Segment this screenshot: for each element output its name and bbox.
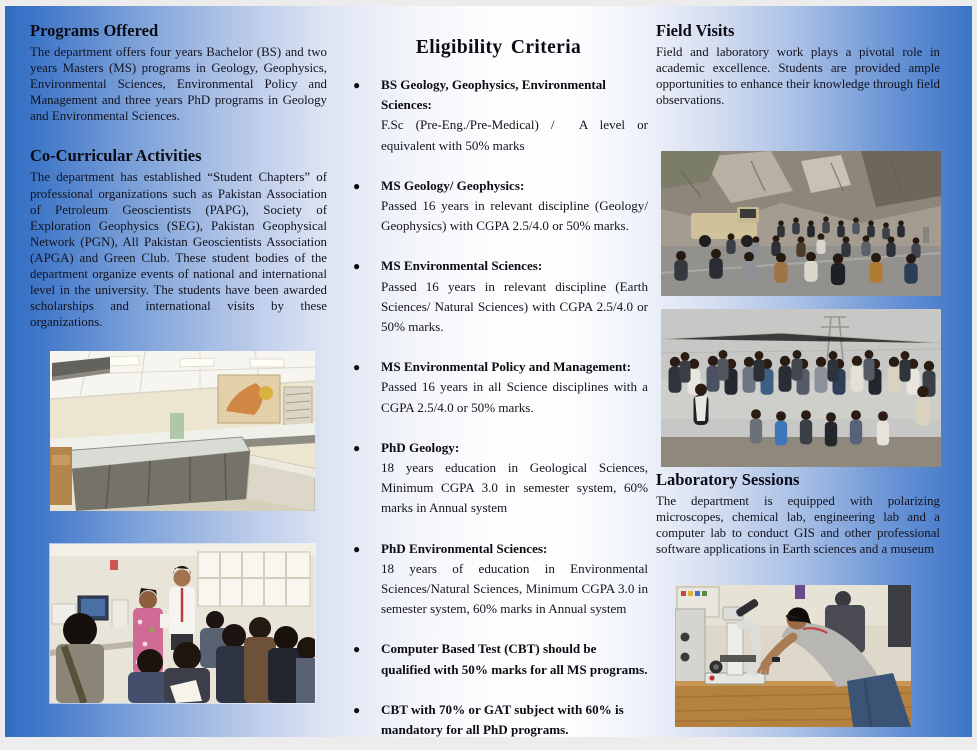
- field-visit-walk-photo: [661, 151, 941, 296]
- eligibility-item-ms-env-sciences: [353, 256, 648, 337]
- group-photo: [661, 309, 941, 467]
- microscope-lab-image: [675, 585, 911, 727]
- item-heading: MS Environmental Sciences:: [381, 258, 543, 274]
- brochure-page: [5, 6, 972, 737]
- programs-offered-title: Programs Offered: [30, 21, 159, 40]
- classroom-session-image: [50, 544, 315, 703]
- laboratory-block: [656, 470, 940, 557]
- field-visits-body: Field and laboratory work plays a pivotal role in academic excellence. Students are provided ample opportunities to enhance their knowledge through field observations.: [656, 45, 940, 108]
- item-body: Passed 16 years in relevant discipline (Earth Sciences/ Natural Sciences) with CGPA 2.5/4.0 or 50% marks.: [381, 278, 648, 335]
- eligibility-item-cbt-ms: [353, 639, 648, 679]
- bullet-icon: ●: [353, 541, 361, 556]
- group-photo-image: [661, 309, 941, 467]
- laboratory-sessions-body: The department is equipped with polarizing microscopes, chemical lab, engineering lab and a computer lab to conduct GIS and other professional software applications in Earth sciences and a museum: [656, 494, 940, 557]
- item-body: F.Sc (Pre-Eng./Pre-Medical) / A level or equivalent with 50% marks: [381, 117, 648, 153]
- cocurricular-title: Co-Curricular Activities: [30, 146, 202, 166]
- museum-lab-image: [50, 351, 315, 511]
- field-visit-walk-image: [661, 151, 941, 296]
- item-body: Passed 16 years in relevant discipline (Geology/ Geophysics) with CGPA 2.5/4.0 or 50% marks.: [381, 198, 648, 234]
- left-panel: [30, 6, 327, 330]
- item-heading: MS Geology/ Geophysics:: [381, 177, 525, 193]
- eligibility-item-bs: [353, 75, 648, 156]
- item-heading: BS Geology, Geophysics, Environmental Sciences:: [381, 77, 606, 113]
- cocurricular-body: The department has established “Student Chapters” of professional organizations such as Pakistan Association of Petroleum Geoscientists (PAPG), Society of Exploration Geophysics (SEG), Pakistan Geophysical Network (PGN), All Pakistan Geoscientists Association (APGA) and Green Club. These student bodies of the department organize events of national and international level in the university. The students have been awarded scholarships and international visits by these organizations.: [30, 170, 327, 330]
- bullet-icon: ●: [353, 642, 361, 657]
- eligibility-list: [347, 75, 650, 740]
- eligibility-item-phd-env: [353, 539, 648, 620]
- item-body: 18 years of education in Environmental Sciences/Natural Sciences, Minimum CGPA 3.0 in semester system, 60% marks in Annual system: [381, 560, 648, 617]
- item-heading: PhD Environmental Sciences:: [381, 540, 548, 556]
- item-body: Passed 16 years in all Science disciplines with a CGPA 2.5/4.0 or 50% marks.: [381, 379, 648, 415]
- bullet-icon: ●: [353, 702, 361, 717]
- eligibility-criteria-title: Eligibility Criteria: [415, 37, 582, 58]
- bullet-icon: ●: [353, 78, 361, 92]
- bullet-icon: ●: [353, 440, 361, 455]
- item-heading: CBT with 70% or GAT subject with 60% is mandatory for all PhD programs.: [381, 701, 624, 738]
- item-body: 18 years education in Geological Sciences, Minimum CGPA 3.0 in semester system, 60% marks in Annual system: [381, 460, 648, 516]
- eligibility-item-ms-geology: [353, 176, 648, 237]
- right-panel: [656, 6, 940, 108]
- item-heading: Computer Based Test (CBT) should be qualified with 50% marks for all MS programs.: [381, 641, 648, 677]
- eligibility-item-phd-geology: [353, 438, 648, 519]
- laboratory-sessions-title: Laboratory Sessions: [656, 470, 800, 489]
- eligibility-item-cbt-phd: [353, 700, 648, 740]
- bullet-icon: ●: [353, 360, 361, 375]
- classroom-session-photo: [50, 544, 315, 703]
- middle-panel: [347, 6, 650, 750]
- microscope-lab-photo: [675, 585, 911, 727]
- item-heading: MS Environmental Policy and Management:: [381, 359, 631, 375]
- programs-offered-body: The department offers four years Bachelor (BS) and two years Masters (MS) programs in Geology, Geophysics, Environmental Sciences, Environmental Policy and Management and three years PhD programs in Geology and Environmental Sciences.: [30, 45, 327, 124]
- museum-lab-photo: [50, 351, 315, 511]
- item-heading: PhD Geology:: [381, 439, 460, 455]
- bullet-icon: ●: [353, 259, 361, 274]
- bullet-icon: ●: [353, 178, 361, 193]
- field-visits-title: Field Visits: [656, 21, 735, 40]
- eligibility-item-ms-env-policy: [353, 357, 648, 418]
